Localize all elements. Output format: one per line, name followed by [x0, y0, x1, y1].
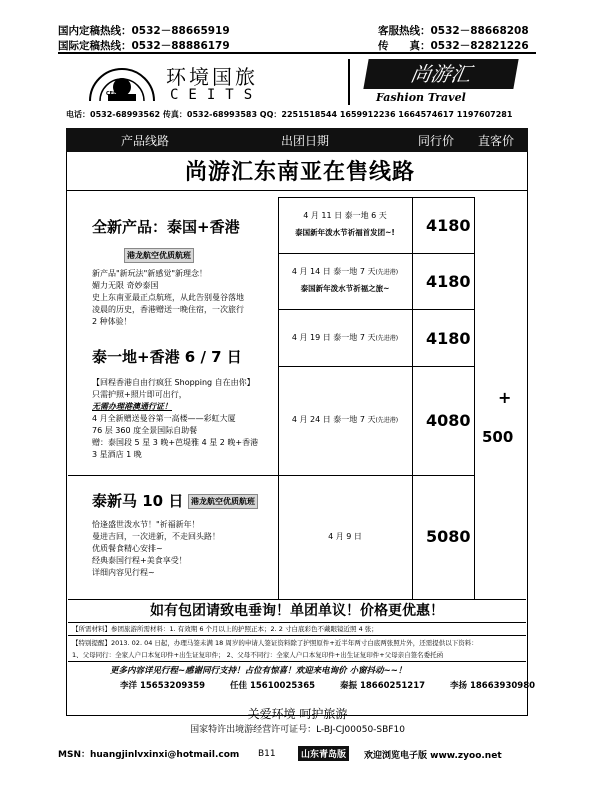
contact-4: 李扬 18663930980 — [450, 681, 536, 691]
desc-line: 详细内容见行程~ — [92, 568, 155, 577]
departure-note: 泰国新年泼水节祈福之旅~ — [300, 284, 390, 293]
ceits-seal-icon — [86, 61, 158, 105]
brand-name-en: Fashion Travel — [376, 91, 466, 104]
seal-text: CEITS — [106, 91, 122, 97]
product-2-desc — [92, 519, 276, 579]
domestic-hotline: 国内定稿热线：0532－88665919 — [58, 25, 230, 37]
service-hotline: 客服热线：0532－88668208 — [378, 25, 529, 37]
guardian-note: 1、父母同行：全家人户口本复印件+出生证复印件； 2、父母不同行：全家人户口本复印件+出生证复印件+父母亲自签名委托函 — [72, 651, 444, 659]
product-2-badge: 港龙航空优质航班 — [188, 494, 258, 509]
contact-line: 电话：0532-68993562 传真：0532-68993583 QQ：2251518544 1659912236 1664574617 1197607281 — [66, 110, 513, 119]
page-title: 尚游汇东南亚在售线路 — [184, 160, 415, 185]
product-1-details — [92, 377, 276, 461]
direct-price-plus: + — [498, 388, 512, 407]
title-rule — [66, 190, 528, 191]
contact-1: 李洋 15653209359 — [120, 681, 206, 691]
departure-5 — [280, 531, 410, 542]
footer-welcome: 欢迎浏览电子版 www.zyoo.net — [364, 751, 502, 761]
hline-top — [278, 197, 474, 198]
footer-msn: MSN：huangjinlvxinxi@hotmail.com — [58, 750, 240, 760]
fax-line: 传 真：0532－82821226 — [378, 40, 529, 52]
detail-line: 【回程香港自由行疯狂 Shopping 自在由你】 — [92, 378, 255, 387]
logo-area — [66, 57, 528, 109]
detail-line: 赠：泰国段 5 星 3 晚+芭堤雅 4 星 2 晚+香港 — [92, 438, 259, 447]
departure-tag: (先进港) — [375, 335, 399, 342]
departure-date: 4 月 11 日 泰一地 6 天 — [303, 211, 387, 220]
hline-row3 — [278, 366, 474, 367]
departure-2 — [280, 266, 410, 294]
desc-line: 凌晨的历史，香港赠送一晚住宿，一次旅行 — [92, 305, 244, 314]
departure-note: 泰国新年泼水节祈福首发团~! — [295, 228, 395, 237]
more-info: 更多内容详见行程~感谢同行支持！占位有惊喜！欢迎来电询价 小窗抖动~~！ — [110, 666, 407, 676]
detail-line: 76 层 360 度全景国际自助餐 — [92, 426, 198, 435]
product-1-badge: 港龙航空优质航班 — [124, 248, 194, 263]
departure-date: 4 月 9 日 — [328, 532, 362, 541]
column-header — [66, 128, 528, 152]
detail-line: 无需办理港澳通行证！ — [92, 402, 172, 411]
hline-row1 — [278, 253, 474, 254]
col-direct-price: 直客价 — [478, 134, 515, 148]
group-tour-banner: 如有包团请致电垂询！单团单议！价格更优惠！ — [68, 599, 526, 623]
sales-contacts — [120, 679, 535, 691]
agency-name-cn: 环境国旅 — [166, 65, 258, 89]
product-2-title: 泰新马 10 日 — [92, 492, 184, 510]
slogan: 关爱环境 呵护旅游 — [247, 707, 348, 721]
warning-note: 【特别提醒】2013. 02. 04 日起，办理马签未满 18 周岁的申请人签证资料除了护照原件+近半年两寸白底两张照片外，还需提供以下资料： — [72, 639, 478, 647]
departure-date: 4 月 24 日 泰一地 7 天 — [291, 415, 376, 424]
departure-4 — [280, 414, 410, 425]
footer-page: B11 — [258, 749, 276, 759]
contact-3: 秦振 18660251217 — [340, 681, 426, 691]
license: 国家特许出境游经营许可证号：L-BJ-CJ00050-SBF10 — [190, 725, 405, 735]
desc-line: 史上东南亚最正点航班，从此告别曼谷落地 — [92, 293, 244, 302]
desc-line: 媚力无限 奇妙泰国 — [92, 281, 159, 290]
intl-hotline: 国际定稿热线：0532－88886179 — [58, 40, 230, 52]
detail-line: 4 月全新赠送曼谷第一高楼——彩虹大厦 — [92, 414, 236, 423]
departure-tag: (先进港) — [375, 417, 399, 424]
departure-date: 4 月 14 日 泰一地 7 天 — [291, 267, 376, 276]
materials-note: 【所需材料】参团旅游所需材料：1. 有效期 6 个月以上的护照正本；2. 2 寸白底彩色不戴眼镜近照 4 张； — [72, 625, 378, 633]
desc-line: 新产品"新玩法"新感觉"新理念！ — [92, 269, 208, 278]
peer-price-5: 5080 — [426, 527, 471, 546]
vline-date — [278, 197, 279, 599]
notes-rule — [68, 635, 526, 636]
col-peer-price: 同行价 — [418, 134, 455, 148]
desc-line: 恰逢盛世泼水节！"祈福新年！ — [92, 520, 200, 529]
footer-edition: 山东青岛版 — [298, 746, 349, 761]
desc-line: 2 种体验！ — [92, 317, 132, 326]
product-1-title: 全新产品：泰国+香港 — [92, 218, 240, 236]
peer-price-4: 4080 — [426, 411, 471, 430]
departure-3 — [280, 332, 410, 343]
agency-name-en: CEITS — [170, 87, 263, 103]
col-date: 出团日期 — [281, 134, 330, 148]
peer-price-2: 4180 — [426, 272, 471, 291]
contact-2: 任佳 15610025365 — [230, 681, 316, 691]
departure-1 — [280, 210, 410, 238]
departure-tag: (先进港) — [375, 269, 399, 276]
hline-row2 — [278, 309, 474, 310]
hline-row4 — [68, 475, 474, 476]
brand-name-cn: 尚游汇 — [363, 59, 518, 89]
detail-line: 3 星酒店 1 晚 — [92, 450, 142, 459]
vline-peer — [412, 197, 413, 599]
notes-rule-2 — [68, 661, 526, 662]
desc-line: 曼进吉回，一次进新，不走回头路！ — [92, 532, 220, 541]
detail-line: 只需护照+照片即可出行， — [92, 390, 187, 399]
vline-direct — [474, 197, 475, 599]
desc-line: 优质餐食精心安排~ — [92, 544, 163, 553]
peer-price-1: 4180 — [426, 216, 471, 235]
product-1-desc — [92, 268, 276, 328]
product-1-subtitle: 泰一地+香港 6 / 7 日 — [92, 348, 242, 366]
header-rule — [58, 52, 536, 54]
direct-price-value: 500 — [482, 428, 514, 446]
desc-line: 经典泰国行程+美食享受！ — [92, 556, 187, 565]
logo-divider — [348, 59, 350, 105]
peer-price-3: 4180 — [426, 329, 471, 348]
col-product: 产品线路 — [121, 134, 170, 148]
departure-date: 4 月 19 日 泰一地 7 天 — [291, 333, 376, 342]
